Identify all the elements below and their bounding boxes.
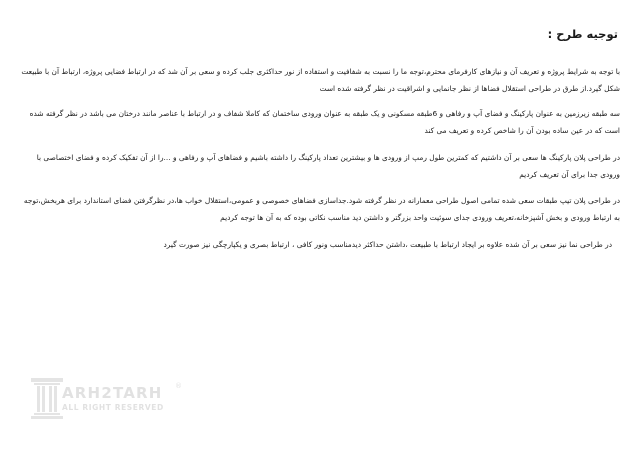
paragraph-site-intro: با توجه به شرایط پروژه و تعریف آن و نیازهای کارفرمای محترم،توجه ما را نسبت به شفافیت و استفاده از نور حداکثری جلب کرده و سعی بر آن شد که در ارتباط فضایی پروژه، ارتباط آن با طبیعت شکل گیرد.از طرق در طراحی استقلال فضاها از نظر جانمایی و اشراقیت در نظر گرفته شده است: [21, 67, 620, 93]
watermark-brand: ARH2TARH: [62, 384, 163, 402]
paragraph-floors: سه طبقه زیرزمین به عنوان پارکینگ و فضای آپ و رفاهی و 6طبقه مسکونی و یک طبقه به عنوان ورودی ساختمان که کاملا شفاف و در ارتباط با عناصر مانند درختان می باشد در نظر گرفته شده است که در عین ساده بودن آن را شاخص کرده و تعریف می کند: [29, 109, 620, 135]
registered-mark: ®: [175, 382, 182, 390]
paragraph-typical-plan: در طراحی پلان تیپ طبقات سعی شده تمامی اصول طراحی معمارانه در نظر گرفته شود.جداسازی فضاهای خصوصی و عمومی،استقلال خواب ها،در نظرگرفتن فضای استاندارد برای هربخش،توجه به ارتباط ورودی و بخش آشپزخانه،تعریف ورودی جدای سوئیت واحد بزرگتر و داشتن دید مناسب نکاتی بوده که به آن ها توجه کردیم: [23, 196, 620, 222]
paragraph-facade: در طراحی نما نیز سعی بر آن شده علاوه بر ایجاد ارتباط با طبیعت ،داشتن حداکثر دیدمناسب ونور کافی ، ارتباط بصری و یکپارچگی نیز صورت گیرد: [163, 240, 612, 249]
watermark-subtitle: ALL RIGHT RESERVED: [62, 403, 164, 412]
paragraph-parking-plan: در طراحی پلان پارکینگ ها سعی بر آن داشتیم که کمترین طول رمپ از ورودی ها و بیشترین تعداد پارکینگ را داشته باشیم و فضاهای آپ و رفاهی و ...را از آن تفکیک کرده و فضای اختصاصی با ورودی جدا برای آن تعریف کردیم: [36, 153, 620, 179]
document-title: توجیه طرح :: [547, 27, 618, 41]
watermark-logo: [30, 376, 190, 426]
column-logo-icon: [30, 376, 64, 420]
